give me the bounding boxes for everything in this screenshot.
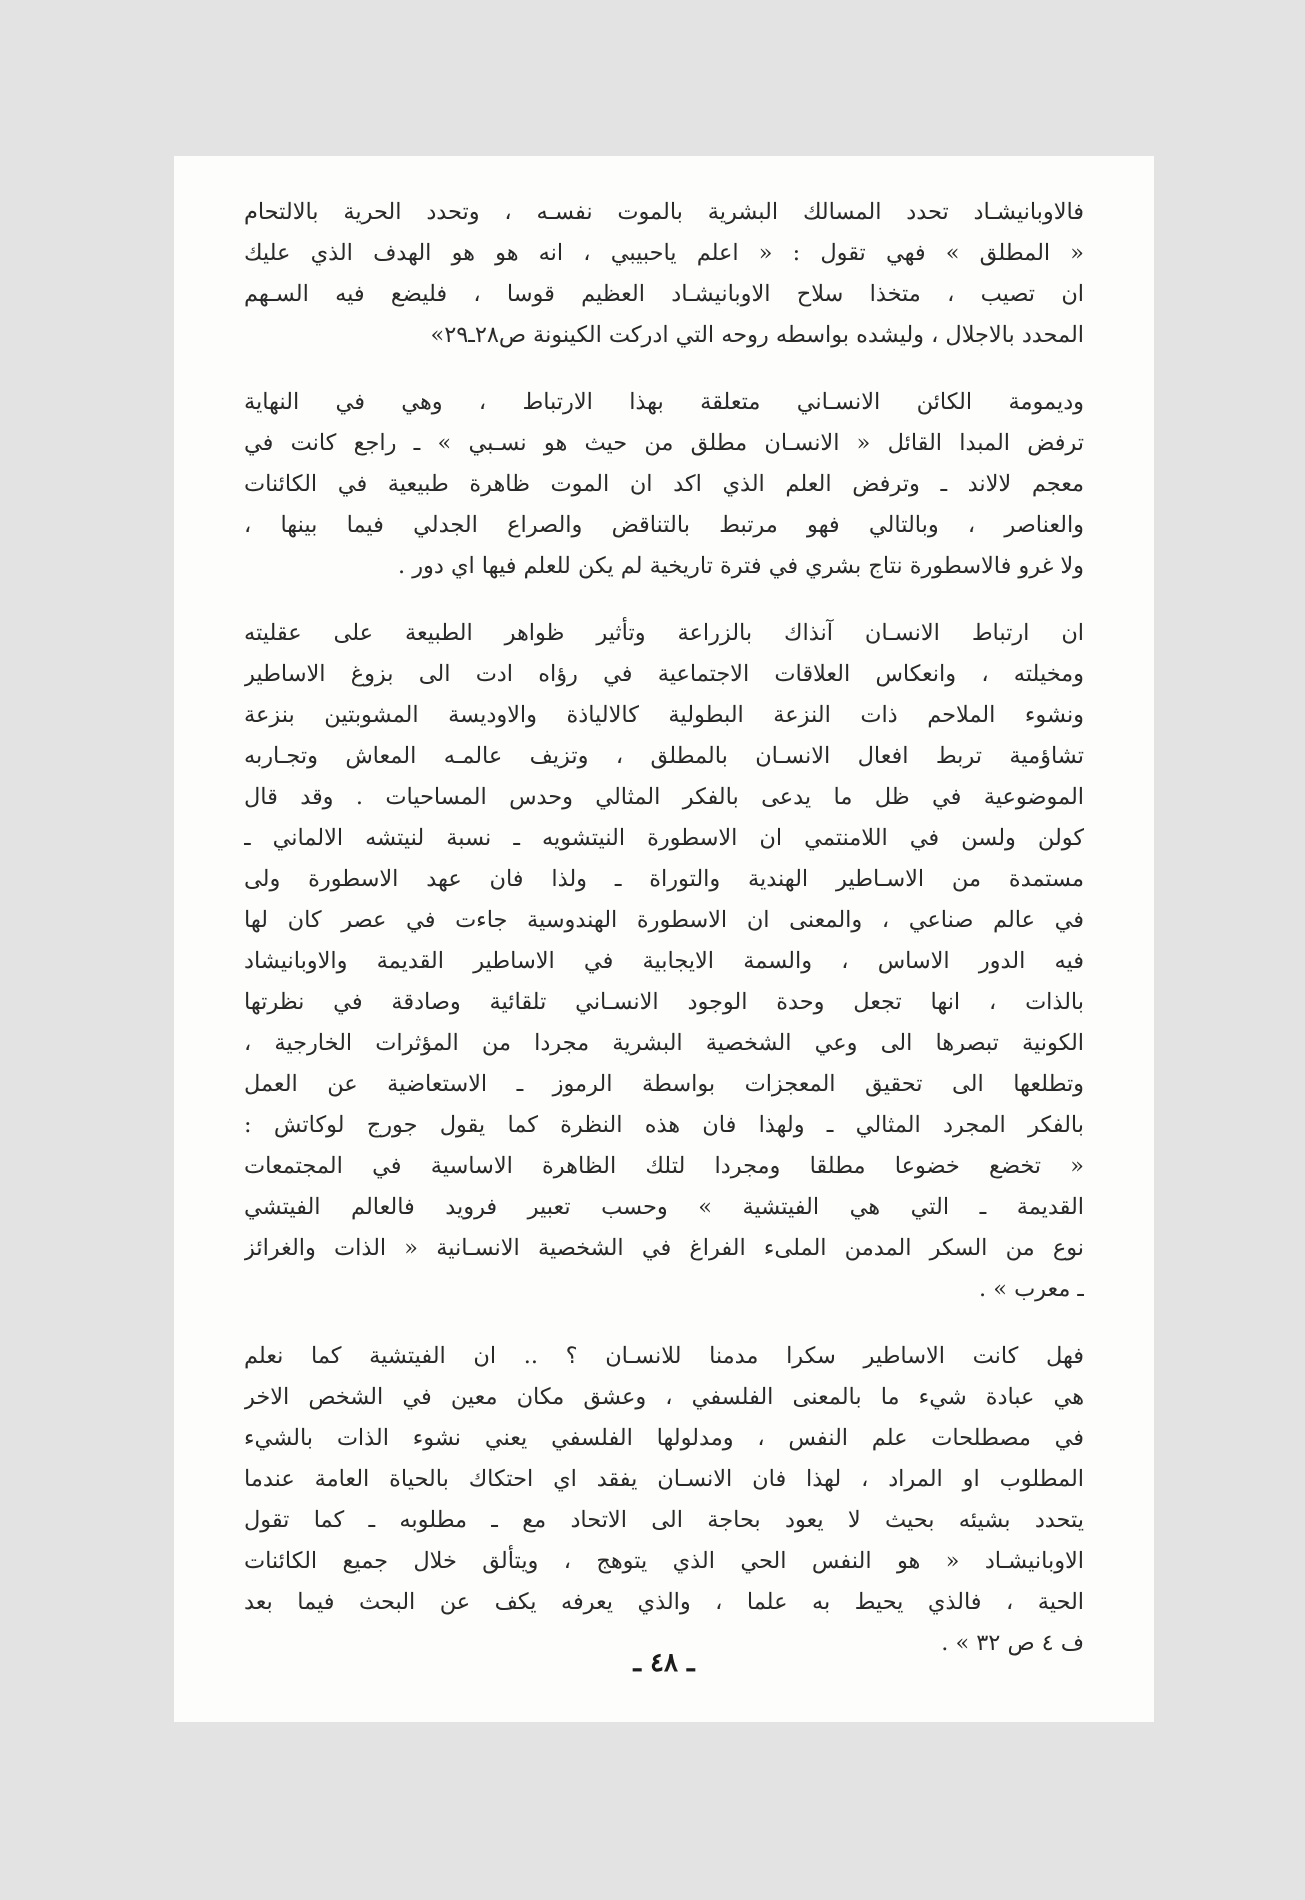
text-line: والعناصر ، وبالتالي فهو مرتبط بالتناقض والصراع الجدلي فيما بينها ، (244, 512, 1084, 538)
text-line: « المطلق » فهي تقول : « اعلم ياحبيبي ، انه هو هو الهدف الذي عليك (244, 240, 1084, 266)
text-line: الموضوعية في ظل ما يدعى بالفكر المثالي وحدس المساحيات . وقد قال (244, 784, 1084, 810)
paragraph-1 (244, 192, 1084, 356)
text-line: تشاؤمية تربط افعال الانسـان بالمطلق ، وتزيف عالمـه المعاش وتجـاربه (244, 743, 1084, 769)
text-line: ـ معرب » . (979, 1276, 1084, 1302)
text-line: وديمومة الكائن الانسـاني متعلقة بهذا الارتباط ، وهي في النهاية (244, 389, 1084, 415)
text-line: في مصطلحات علم النفس ، ومدلولها الفلسفي يعني نشوء الذات بالشيء (244, 1425, 1084, 1451)
text-line: الكونية تبصرها الى وعي الشخصية البشرية مجردا من المؤثرات الخارجية ، (244, 1030, 1084, 1056)
text-line: « تخضع خضوعا مطلقا ومجردا لتلك الظاهرة الاساسية في المجتمعات (244, 1153, 1084, 1179)
text-line: القديمة ـ التي هي الفيتشية » وحسب تعبير فرويد فالعالم الفيتشي (244, 1194, 1084, 1220)
page-body-text (244, 192, 1084, 1664)
page-number: ـ ٤٨ ـ (633, 1648, 695, 1678)
text-line: فالاوبانيشـاد تحدد المسالك البشرية بالموت نفسـه ، وتحدد الحرية بالالتحام (244, 199, 1084, 225)
paragraph-4 (244, 1336, 1084, 1664)
text-line: الاوبانيشـاد « هو النفس الحي الذي يتوهج ، ويتألق خلال جميع الكائنات (244, 1548, 1084, 1574)
text-line: فهل كانت الاساطير سكرا مدمنا للانسـان ؟ .. ان الفيتشية كما نعلم (244, 1343, 1084, 1369)
text-line: ان تصيب ، متخذا سلاح الاوبانيشـاد العظيم قوسا ، فليضع فيه السـهم (244, 281, 1084, 307)
text-line: في عالم صناعي ، والمعنى ان الاسطورة الهندوسية جاءت في عصر كان لها (244, 907, 1084, 933)
text-line: ان ارتباط الانسـان آنذاك بالزراعة وتأثير ظواهر الطبيعة على عقليته (244, 620, 1084, 646)
text-line: كولن ولسن في اللامنتمي ان الاسطورة النيتشويه ـ نسبة لنيتشه الالماني ـ (244, 825, 1084, 851)
paragraph-3 (244, 613, 1084, 1310)
text-line: المحدد بالاجلال ، وليشده بواسطه روحه التي ادركت الكينونة ص٢٨ـ٢٩» (430, 322, 1084, 348)
paragraph-2 (244, 382, 1084, 587)
text-line: يتحدد بشيئه بحيث لا يعود بحاجة الى الاتحاد مع ـ مطلوبه ـ كما تقول (244, 1507, 1084, 1533)
text-line: مستمدة من الاسـاطير الهندية والتوراة ـ ولذا فان عهد الاسطورة ولى (244, 866, 1084, 892)
text-line: ترفض المبدا القائل « الانسـان مطلق من حيث هو نسـبي » ـ راجع كانت في (244, 430, 1084, 456)
text-line: ومخيلته ، وانعكاس العلاقات الاجتماعية في رؤاه ادت الى بزوغ الاساطير (244, 661, 1084, 687)
text-line: وتطلعها الى تحقيق المعجزات بواسطة الرموز ـ الاستعاضية عن العمل (244, 1071, 1084, 1097)
text-line: المطلوب او المراد ، لهذا فان الانسـان يفقد اي احتكاك بالحياة العامة عندما (244, 1466, 1084, 1492)
text-line: ونشوء الملاحم ذات النزعة البطولية كالالياذة والاوديسة المشوبتين بنزعة (244, 702, 1084, 728)
text-line: بالذات ، انها تجعل وحدة الوجود الانسـاني تلقائية وصادقة في نظرتها (244, 989, 1084, 1015)
text-line: هي عبادة شيء ما بالمعنى الفلسفي ، وعشق مكان معين في الشخص الاخر (244, 1384, 1084, 1410)
text-line: معجم لالاند ـ وترفض العلم الذي اكد ان الموت ظاهرة طبيعية في الكائنات (244, 471, 1084, 497)
text-line: ف ٤ ص ٣٢ » . (941, 1630, 1084, 1656)
text-line: فيه الدور الاساس ، والسمة الايجابية في الاساطير القديمة والاوبانيشاد (244, 948, 1084, 974)
text-line: ولا غرو فالاسطورة نتاج بشري في فترة تاريخية لم يكن للعلم فيها اي دور . (398, 553, 1084, 579)
book-page (174, 156, 1154, 1722)
text-line: نوع من السكر المدمن الملىء الفراغ في الشخصية الانسـانية « الذات والغرائز (244, 1235, 1084, 1261)
text-line: الحية ، فالذي يحيط به علما ، والذي يعرفه يكف عن البحث فيما بعد (244, 1589, 1084, 1615)
text-line: بالفكر المجرد المثالي ـ ولهذا فان هذه النظرة كما يقول جورج لوكاتش : (244, 1112, 1084, 1138)
